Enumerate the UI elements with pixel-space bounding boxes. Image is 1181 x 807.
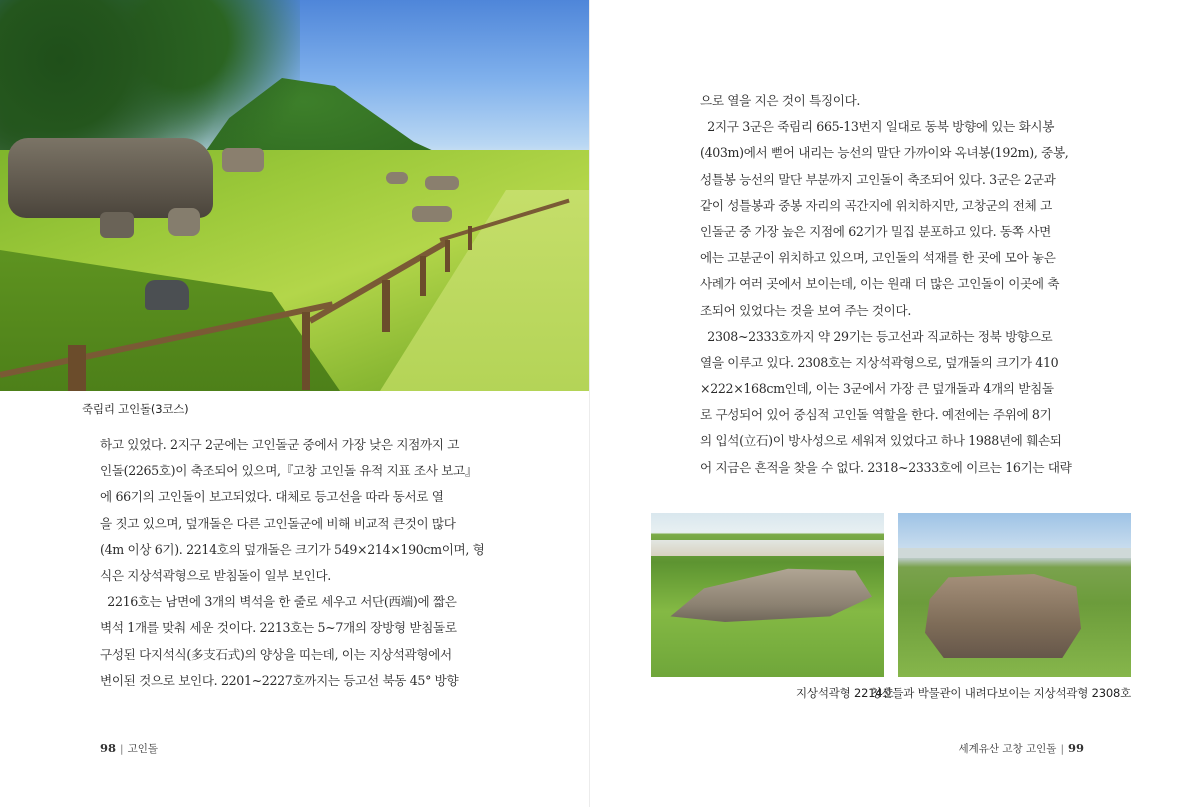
text-line: (4m 이상 6기). 2214호의 덮개돌은 크기가 549×214×190cm이며, 형 bbox=[100, 541, 485, 557]
page-number: 98 bbox=[100, 741, 117, 755]
right-folio: 세계유산 고창 고인돌 | 99 bbox=[958, 741, 1084, 755]
text-line: 의 입석(立石)이 방사성으로 세워져 있었다고 하나 1988년에 훼손되 bbox=[700, 433, 1062, 449]
dolmen-landscape-photo bbox=[0, 0, 590, 391]
right-body-text bbox=[700, 88, 1092, 481]
text-line: 구성된 다지석식(多支石式)의 양상을 띠는데, 이는 지상석곽형에서 bbox=[100, 646, 452, 662]
text-line: 인돌(2265호)이 축조되어 있으며,『고창 고인돌 유적 지표 조사 보고』 bbox=[100, 463, 478, 479]
photo-dolmen-support bbox=[168, 208, 200, 236]
text-line: (403m)에서 뻗어 내리는 능선의 말단 가까이와 옥녀봉(192m), 중봉, bbox=[700, 145, 1069, 161]
text-line: 인돌군 중 가장 높은 지점에 62기가 밀집 분포하고 있다. 동쪽 사면 bbox=[700, 223, 1051, 239]
photo-far-dolmen bbox=[425, 176, 459, 190]
photo-far-dolmen bbox=[386, 172, 408, 184]
photo-dolmen bbox=[8, 138, 213, 218]
left-body-text bbox=[100, 432, 495, 694]
text-line: 식은 지상석곽형으로 받침돌이 일부 보인다. bbox=[100, 567, 331, 583]
photo-caption-2308: 청산들과 박물관이 내려다보이는 지상석곽형 2308호 bbox=[870, 686, 1131, 700]
photo-caption: 죽림리 고인돌(3코스) bbox=[82, 402, 189, 416]
photo-caption-2214: 지상석곽형 2214호 bbox=[796, 686, 894, 700]
text-line: 으로 열을 지은 것이 특징이다. bbox=[700, 93, 861, 108]
text-line: 벽석 1개를 맞춰 세운 것이다. 2213호는 5~7개의 장방형 받침돌로 bbox=[100, 620, 457, 636]
photo-fence-post bbox=[302, 312, 310, 390]
photo-fence-post bbox=[468, 226, 472, 250]
text-line: 성틀봉 능선의 말단 부분까지 고인돌이 축조되어 있다. 3군은 2군과 bbox=[700, 171, 1056, 187]
page-number: 99 bbox=[1067, 741, 1084, 755]
running-title: 세계유산 고창 고인돌 bbox=[958, 743, 1057, 755]
text-line: 같이 성틀봉과 중봉 자리의 곡간지에 위치하지만, 고창군의 전체 고 bbox=[700, 197, 1052, 213]
photo-sign-stone bbox=[145, 280, 189, 310]
text-line: 어 지금은 흔적을 찾을 수 없다. 2318~2333호에 이르는 16기는 대략 bbox=[700, 459, 1072, 475]
text-line: 2308~2333호까지 약 29기는 등고선과 직교하는 정북 방향으로 bbox=[700, 328, 1053, 344]
text-line: 2지구 3군은 죽림리 665-13번지 일대로 동북 방향에 있는 화시봉 bbox=[700, 119, 1055, 135]
photo-horizon bbox=[898, 548, 1131, 558]
photo-fence-post bbox=[382, 280, 390, 332]
text-line: 을 짓고 있으며, 덮개돌은 다른 고인돌군에 비해 비교적 큰것이 많다 bbox=[100, 515, 456, 531]
text-line: ×222×168cm인데, 이는 3군에서 가장 큰 덮개돌과 4개의 받침돌 bbox=[700, 381, 1054, 397]
running-title: 고인돌 bbox=[127, 743, 158, 755]
photo-fence-post bbox=[68, 345, 86, 391]
left-page bbox=[0, 0, 590, 807]
photo-fence-post bbox=[445, 240, 450, 272]
photo-fence-post bbox=[420, 256, 426, 296]
photo-far-dolmen bbox=[222, 148, 264, 172]
photo-dolmen-support bbox=[100, 212, 134, 238]
text-line: 사례가 여러 곳에서 보이는데, 이는 원래 더 많은 고인돌이 이곳에 축 bbox=[700, 276, 1060, 292]
photo-dolmen-2308 bbox=[925, 574, 1081, 658]
text-line: 에는 고분군이 위치하고 있으며, 고인돌의 석재를 한 곳에 모아 놓은 bbox=[700, 250, 1056, 266]
photo-field-strip bbox=[651, 540, 884, 556]
left-folio: 98 | 고인돌 bbox=[100, 741, 158, 755]
text-line: 하고 있었다. 2지구 2군에는 고인돌군 중에서 가장 낮은 지점까지 고 bbox=[100, 437, 460, 452]
text-line: 변이된 것으로 보인다. 2201~2227호까지는 등고선 북동 45° 방향 bbox=[100, 672, 459, 688]
text-line: 조되어 있었다는 것을 보여 주는 것이다. bbox=[700, 302, 911, 318]
text-line: 에 66기의 고인돌이 보고되었다. 대체로 등고선을 따라 동서로 열 bbox=[100, 489, 444, 505]
text-line: 열을 이루고 있다. 2308호는 지상석곽형으로, 덮개돌의 크기가 410 bbox=[700, 354, 1059, 370]
text-line: 2216호는 남면에 3개의 벽석을 한 줄로 세우고 서단(西端)에 짧은 bbox=[100, 594, 457, 610]
text-line: 로 구성되어 있어 중심적 고인돌 역할을 한다. 예전에는 주위에 8기 bbox=[700, 407, 1052, 423]
photo-far-dolmen bbox=[412, 206, 452, 222]
